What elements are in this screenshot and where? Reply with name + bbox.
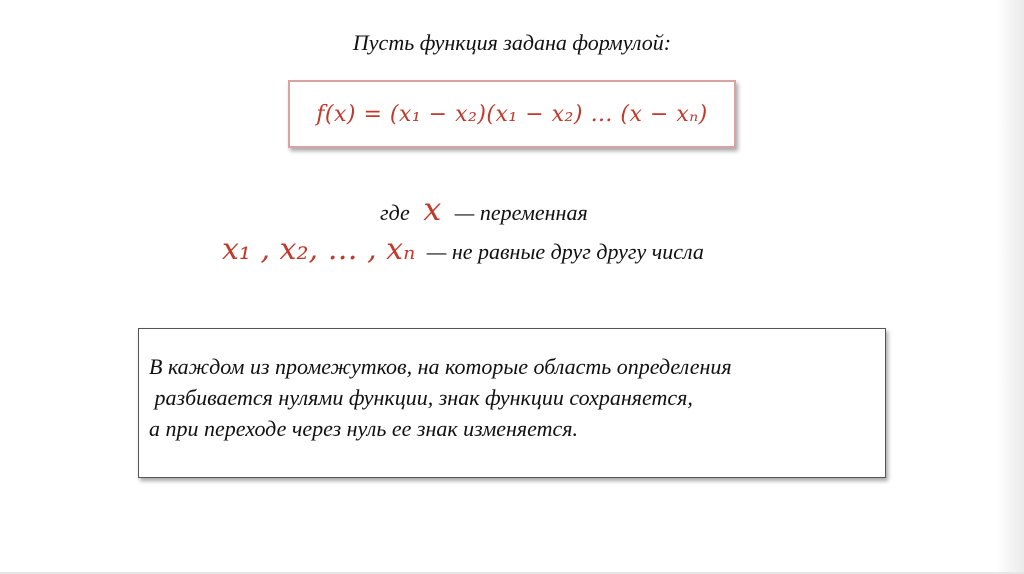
numbers-description: — не равные друг другу числа: [426, 239, 704, 264]
rule-box: [138, 328, 886, 478]
rule-text: [149, 351, 732, 444]
rule-line: а при переходе через нуль ее знак изменяется.: [149, 416, 578, 441]
slide-edge-shadow: [996, 0, 1024, 574]
where-prefix: где: [380, 200, 410, 225]
variable-symbol: x: [423, 190, 442, 228]
formula-box: [288, 80, 736, 148]
numbers-symbols: x₁ , x₂, … , xₙ: [222, 232, 416, 267]
rule-line: В каждом из промежутков, на которые область определения: [149, 354, 732, 379]
numbers-definition: [222, 232, 704, 267]
variable-definition: [380, 190, 588, 228]
variable-description: — переменная: [454, 200, 588, 225]
function-formula: f(x) = (x₁ − x₂)(x₁ − x₂) … (x − xₙ): [316, 101, 708, 127]
intro-text: Пусть функция задана формулой:: [352, 30, 672, 55]
rule-line: разбивается нулями функции, знак функции сохраняется,: [149, 385, 693, 410]
